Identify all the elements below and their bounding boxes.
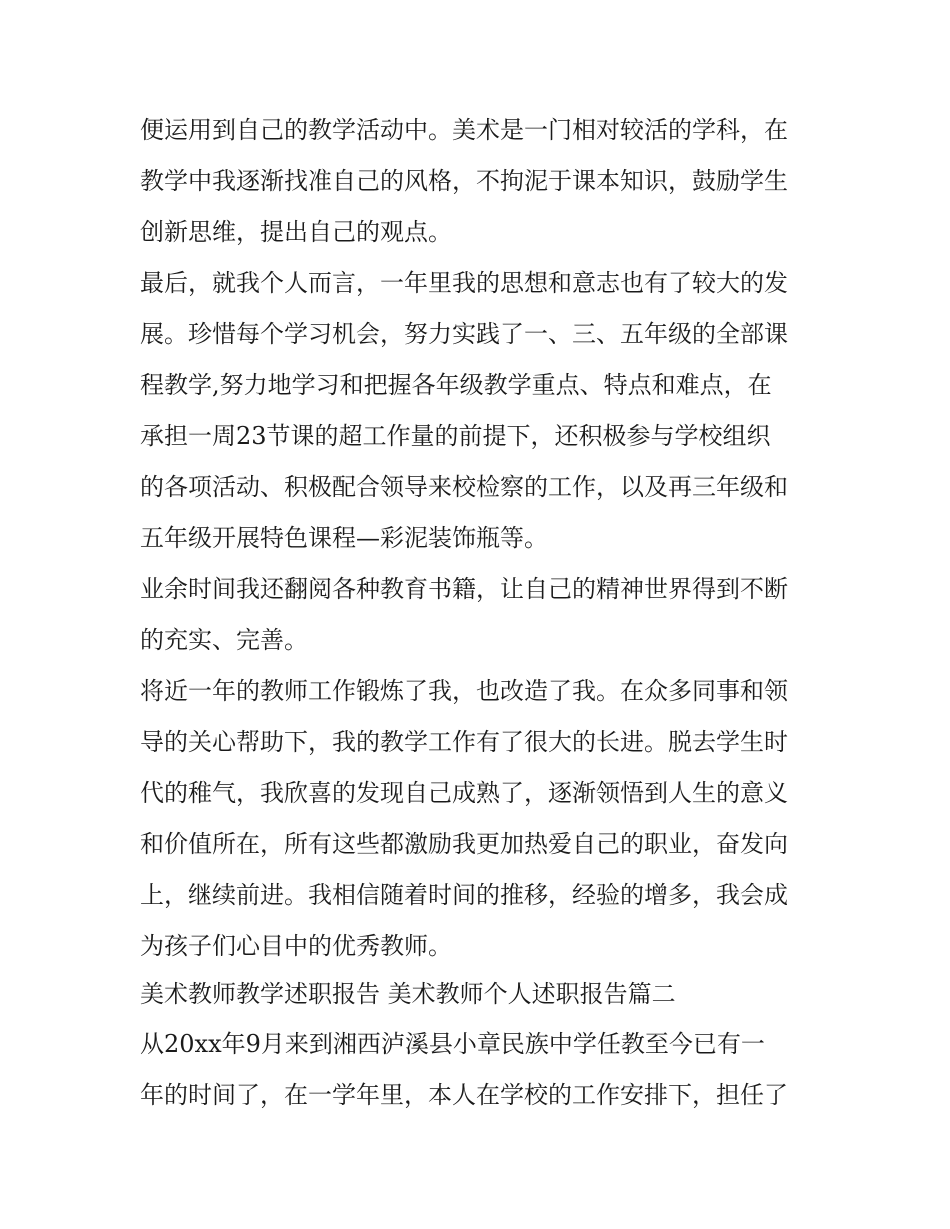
text-line-8: 的各项活动、积极配合领导来校检察的工作，以及再三年级和 — [140, 473, 788, 501]
text-line-12: 将近一年的教师工作锻炼了我，也改造了我。在众多同事和领 — [140, 677, 788, 705]
text-line-14: 代的稚气，我欣喜的发现自己成熟了，逐渐领悟到人生的意义 — [140, 779, 788, 807]
text-line-16: 上，继续前进。我相信随着时间的推移，经验的增多，我会成 — [140, 881, 788, 909]
text-line-11: 的充实、完善。 — [140, 626, 308, 654]
text-line-6: 程教学,努力地学习和把握各年级教学重点、特点和难点，在 — [140, 371, 772, 399]
text-line-3: 创新思维，提出自己的观点。 — [140, 218, 452, 246]
text-line-9: 五年级开展特色课程—彩泥装饰瓶等。 — [140, 524, 548, 552]
text-line-4: 最后，就我个人而言，一年里我的思想和意志也有了较大的发 — [140, 269, 788, 297]
text-line-19: 从20xx年9月来到湘西泸溪县小章民族中学任教至今已有一 — [140, 1030, 765, 1058]
text-line-5: 展。珍惜每个学习机会，努力实践了一、三、五年级的全部课 — [140, 320, 788, 348]
text-line-1: 便运用到自己的教学活动中。美术是一门相对较活的学科，在 — [140, 116, 788, 144]
text-line-2: 教学中我逐渐找准自己的风格，不拘泥于课本知识，鼓励学生 — [140, 167, 788, 195]
section-heading: 美术教师教学述职报告 美术教师个人述职报告篇二 — [140, 980, 676, 1008]
text-line-15: 和价值所在，所有这些都激励我更加热爱自己的职业，奋发向 — [140, 830, 788, 858]
text-line-17: 为孩子们心目中的优秀教师。 — [140, 932, 452, 960]
text-line-10: 业余时间我还翻阅各种教育书籍，让自己的精神世界得到不断 — [140, 575, 788, 603]
text-line-20: 年的时间了，在一学年里，本人在学校的工作安排下，担任了 — [140, 1081, 788, 1109]
text-line-7: 承担一周23节课的超工作量的前提下，还积极参与学校组织 — [140, 422, 771, 450]
document-body — [140, 105, 820, 1121]
text-line-13: 导的关心帮助下，我的教学工作有了很大的长进。脱去学生时 — [140, 728, 788, 756]
